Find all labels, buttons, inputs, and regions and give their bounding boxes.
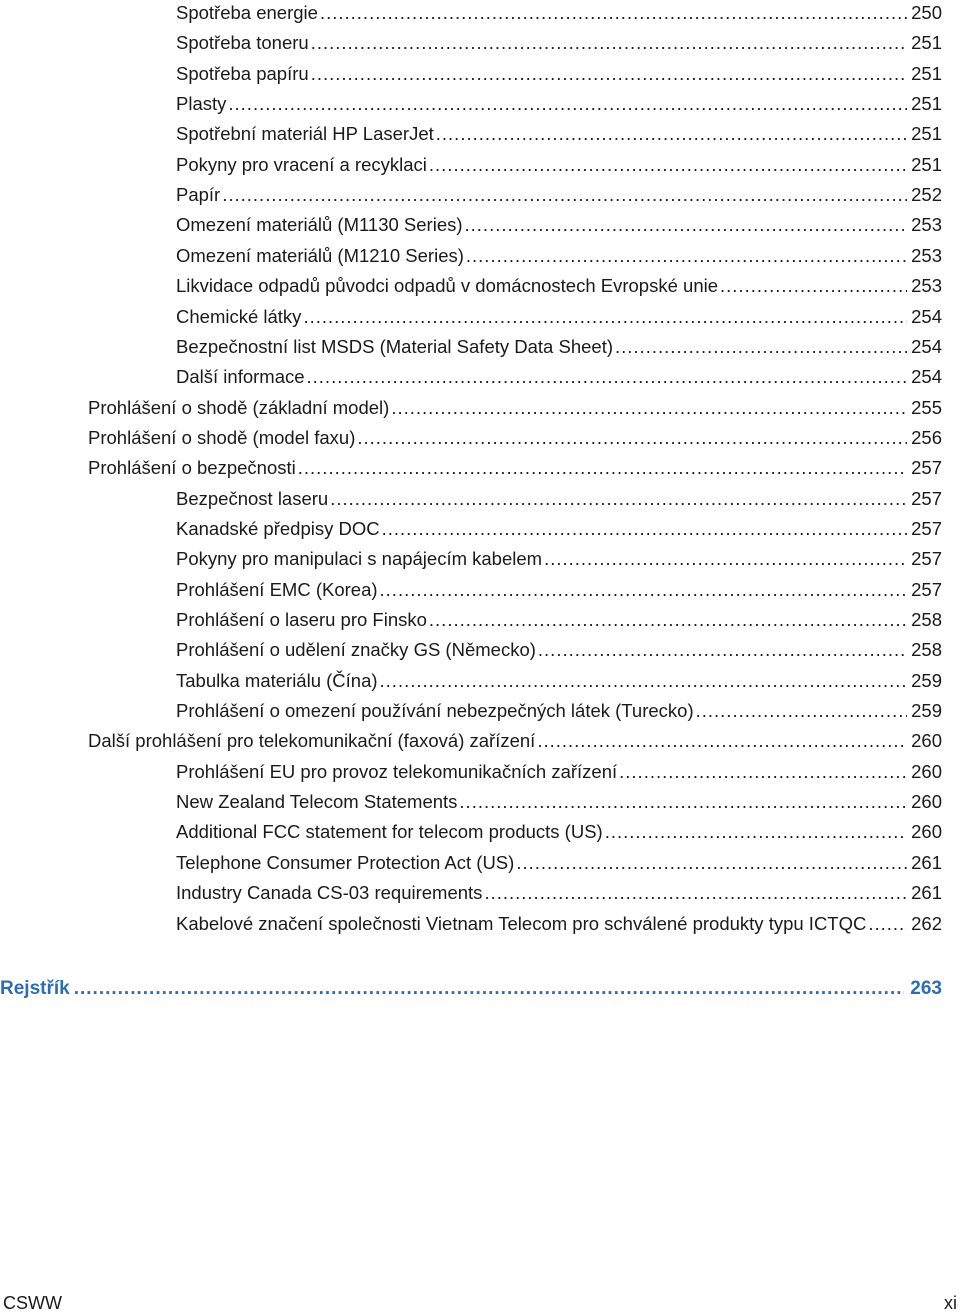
toc-entry-title: Industry Canada CS-03 requirements <box>176 882 483 904</box>
toc-entry-title: Spotřební materiál HP LaserJet <box>176 123 434 145</box>
toc-entry-page: 260 <box>911 791 942 813</box>
toc-entry-link[interactable] <box>176 85 942 115</box>
toc-entry-page: 254 <box>911 366 942 388</box>
toc-entry-title: Telephone Consumer Protection Act (US) <box>176 851 515 873</box>
toc-entry-title: Spotřeba energie <box>176 2 318 23</box>
toc-leader-dots <box>466 245 907 267</box>
toc-leader-dots <box>465 214 908 236</box>
toc-leader-dots <box>868 913 907 935</box>
toc-entry-title: Prohlášení o shodě (model faxu) <box>88 426 356 448</box>
toc-entry-title: Bezpečnost laseru <box>176 487 329 509</box>
toc-entry-title: Plasty <box>176 93 227 115</box>
toc-entry-title: Kanadské předpisy DOC <box>176 517 380 539</box>
toc-entry-title: Pokyny pro manipulaci s napájecím kabelem <box>176 548 543 570</box>
toc-leader-dots <box>544 548 907 570</box>
toc-entry-title: Bezpečnostní list MSDS (Material Safety Data Sheet) <box>176 335 613 357</box>
toc-entry-page: 253 <box>911 244 942 266</box>
toc-entry-page: 252 <box>911 184 942 206</box>
toc-leader-dots <box>380 670 908 692</box>
toc-entry-page: 251 <box>911 93 942 115</box>
toc-leader-dots <box>298 457 907 479</box>
toc-chapter-page: 263 <box>910 978 942 999</box>
toc-entry-page: 259 <box>911 700 942 722</box>
toc-entry-link[interactable] <box>176 176 942 206</box>
toc-entry-link[interactable] <box>176 844 942 874</box>
toc-entry-title: Prohlášení o shodě (základní model) <box>88 396 390 418</box>
toc-entry-link[interactable] <box>176 55 942 85</box>
toc-leader-dots <box>391 397 907 419</box>
toc-entry-page: 261 <box>911 851 942 873</box>
toc-entry-title: New Zealand Telecom Statements <box>176 791 458 813</box>
toc-entry-link[interactable] <box>176 480 942 510</box>
toc-entry-title: Chemické látky <box>176 305 302 327</box>
toc-leader-dots <box>382 518 908 540</box>
toc-entry-link[interactable] <box>176 601 942 631</box>
toc-entry-link[interactable] <box>176 267 942 297</box>
toc-entry-page: 251 <box>911 32 942 54</box>
toc-leader-dots <box>429 609 907 631</box>
toc-entry-link[interactable] <box>176 631 942 661</box>
toc-entry-link[interactable] <box>88 419 942 449</box>
toc-leader-dots <box>311 32 907 54</box>
toc-leader-dots <box>605 821 907 843</box>
toc-entry-title: Tabulka materiálu (Čína) <box>176 669 378 691</box>
toc-entry-page: 256 <box>911 426 942 448</box>
toc-entry-page: 257 <box>911 487 942 509</box>
toc-leader-dots <box>516 852 907 874</box>
toc-entry-link[interactable] <box>88 449 942 479</box>
toc-entry-title: Omezení materiálů (M1130 Series) <box>176 214 463 236</box>
toc-leader-dots <box>74 978 905 1000</box>
toc-leader-dots <box>307 366 908 388</box>
toc-leader-dots <box>429 154 907 176</box>
toc-entry-link[interactable] <box>176 783 942 813</box>
toc-leader-dots <box>303 306 907 328</box>
footer-page-number: xi <box>944 1293 957 1313</box>
toc-entry-page: 251 <box>911 153 942 175</box>
toc-entry-link[interactable] <box>176 662 942 692</box>
toc-entry-page: 258 <box>911 639 942 661</box>
toc-entry-page: 257 <box>911 517 942 539</box>
toc-entry-link[interactable] <box>88 722 942 752</box>
toc-entry-link[interactable] <box>176 24 942 54</box>
toc-entry-link[interactable] <box>176 298 942 328</box>
toc-entry-link[interactable] <box>176 540 942 570</box>
toc-entry-page: 254 <box>911 305 942 327</box>
toc-entry-link[interactable] <box>176 237 942 267</box>
toc-entry-link[interactable] <box>176 115 942 145</box>
toc-entry-title: Additional FCC statement for telecom products (US) <box>176 821 603 843</box>
toc-entry-page: 253 <box>911 214 942 236</box>
toc-entry-page: 260 <box>911 760 942 782</box>
toc-entry-page: 257 <box>911 457 942 479</box>
toc-entry-link[interactable] <box>176 328 942 358</box>
toc-entry-link[interactable] <box>176 358 942 388</box>
toc-entry-page: 250 <box>911 2 942 23</box>
toc-leader-dots <box>222 184 907 206</box>
toc-entry-page: 262 <box>911 912 942 934</box>
toc-entry-page: 257 <box>911 548 942 570</box>
toc-entry-title: Prohlášení o laseru pro Finsko <box>176 609 427 630</box>
toc-leader-dots <box>538 639 907 661</box>
toc-entry-title: Prohlášení EU pro provoz telekomunikačních zařízení <box>176 760 618 782</box>
toc-leader-dots <box>459 791 907 813</box>
toc-entry-title: Prohlášení o udělení značky GS (Německo) <box>176 639 536 661</box>
toc-entry-title: Spotřeba toneru <box>176 32 309 54</box>
toc-leader-dots <box>320 2 907 24</box>
toc-entry-title: Spotřeba papíru <box>176 62 309 84</box>
toc-chapter-index-link[interactable] <box>0 970 942 1000</box>
toc-entry-title: Papír <box>176 184 221 206</box>
toc-entry-title: Prohlášení EMC (Korea) <box>176 578 378 600</box>
toc-leader-dots <box>696 700 908 722</box>
toc-entry-page: 257 <box>911 578 942 600</box>
toc-leader-dots <box>720 275 907 297</box>
toc-entry-link[interactable] <box>176 146 942 176</box>
toc-leader-dots <box>615 336 907 358</box>
toc-leader-dots <box>380 579 908 601</box>
toc-entry-link[interactable] <box>176 905 942 935</box>
toc-entry-page: 258 <box>911 609 942 630</box>
toc-entry-link[interactable] <box>176 753 942 783</box>
toc-entry-link[interactable] <box>176 874 942 904</box>
toc-leader-dots <box>484 882 907 904</box>
toc-entry-page: 260 <box>911 821 942 843</box>
toc-entry-title: Likvidace odpadů původci odpadů v domácnostech Evropské unie <box>176 275 719 297</box>
toc-leader-dots <box>537 730 907 752</box>
toc-entry-page: 261 <box>911 882 942 904</box>
toc-entry-link[interactable] <box>176 206 942 236</box>
toc-leader-dots <box>228 93 907 115</box>
toc-chapter-title: Rejstřík <box>0 978 70 999</box>
toc-entry-page: 253 <box>911 275 942 297</box>
toc-entry-page: 254 <box>911 335 942 357</box>
toc-entry-link[interactable] <box>176 571 942 601</box>
toc-entry-title: Omezení materiálů (M1210 Series) <box>176 244 464 266</box>
toc-entry-link[interactable] <box>176 813 942 843</box>
toc-entry-page: 251 <box>911 62 942 84</box>
toc-entry-title: Prohlášení o bezpečnosti <box>88 457 296 479</box>
toc-leader-dots <box>311 63 907 85</box>
toc-leader-dots <box>619 761 907 783</box>
toc-entry-link[interactable] <box>88 389 942 419</box>
toc-entry-page: 259 <box>911 669 942 691</box>
toc-entry-title: Prohlášení o omezení používání nebezpečných látek (Turecko) <box>176 700 694 722</box>
footer-section-code: CSWW <box>3 1293 62 1313</box>
toc-entry-title: Kabelové značení společnosti Vietnam Telecom pro schválené produkty typu ICTQC <box>176 912 867 934</box>
toc-entry-title: Pokyny pro vracení a recyklaci <box>176 153 427 175</box>
toc-entry-link[interactable] <box>176 692 942 722</box>
toc-leader-dots <box>436 123 907 145</box>
toc-entry-title: Další informace <box>176 366 305 388</box>
toc-entry-page: 255 <box>911 396 942 418</box>
toc-leader-dots <box>330 488 907 510</box>
toc-entry-title: Další prohlášení pro telekomunikační (faxová) zařízení <box>88 730 536 752</box>
toc-entry-page: 251 <box>911 123 942 145</box>
toc-entry-page: 260 <box>911 730 942 752</box>
toc-entry-link[interactable] <box>176 0 942 24</box>
toc-entry-link[interactable] <box>176 510 942 540</box>
toc-leader-dots <box>357 427 907 449</box>
